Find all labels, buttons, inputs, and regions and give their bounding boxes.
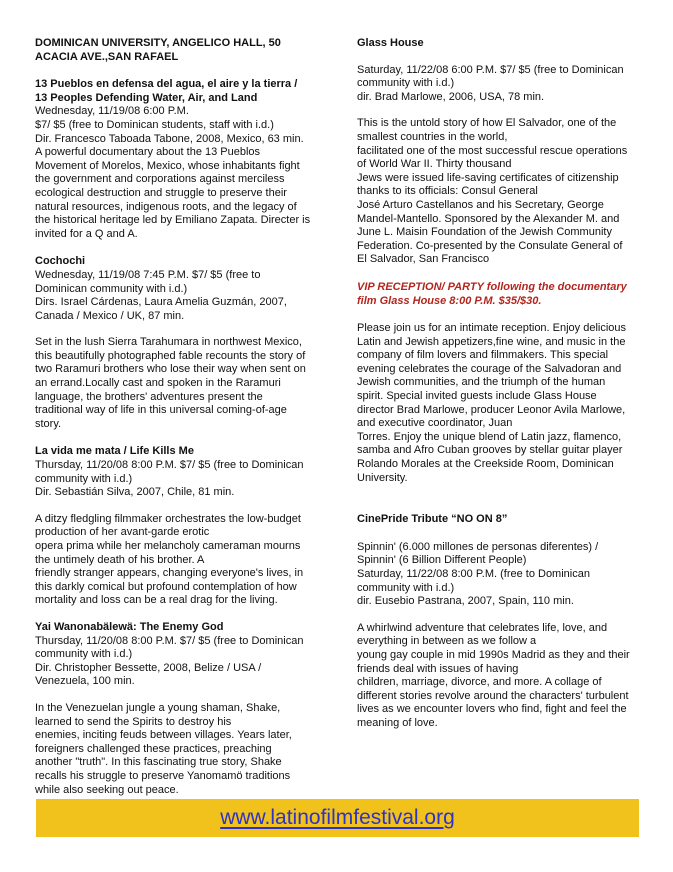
film-title: 13 Pueblos en defensa del agua, el aire y la tierra / 13 Peoples Defending Water, Air, and Land — [35, 78, 298, 104]
film-enemy-god: Yai Wanonabälewä: The Enemy God Thursday, 11/20/08 8:00 P.M. $7/ $5 (free to Dominican community with i.d.) Dir. Christopher Bessette, 2008, Belize / USA / Venezuela, 100 min. In the Venezuelan jungle a young shaman, Shake, learned to send the Spirits to destroy his enemies, inciting feuds between villages. Years later, foreigners challenged these practices, preaching another "truth". In this fascinating true story, Shake recalls his struggle to preserve Yanomamö traditions while also seeking out peace. — [35, 621, 325, 797]
film-title: Spinnin' (6.000 millones de personas diferentes) / — [357, 540, 599, 553]
film-description: A whirlwind adventure that celebrates life, love, and everything in between as we follow a young gay couple in mid 1990s Madrid as they and their friends deal with issues of having children, marriage, divorce, and more. A collage of different stories revolve around the characters' turbulent lives as we encounter lovers who find, fight and feel the meaning of love. — [357, 621, 630, 729]
website-banner — [36, 799, 639, 837]
venue-heading: DOMINICAN UNIVERSITY, ANGELICO HALL, 50 ACACIA AVE.,SAN RAFAEL — [35, 37, 281, 63]
film-description: A ditzy fledgling filmmaker orchestrates the low-budget production of her avant-garde erotic opera prima while her melancholy cameraman mourns the untimely death of his brother. A friendly stranger appears, changing everyone's lives, in this darkly comical but profound contemplation of how mortality and loss can be a real drag for the living. — [35, 512, 304, 607]
film-director: Dirs. Israel Cárdenas, Laura Amelia Guzmán, 2007, — [35, 296, 287, 309]
film-description: In the Venezuelan jungle a young shaman, Shake, learned to send the Spirits to destroy his enemies, inciting feuds between villages. Years later, foreigners challenged these practices, preaching another "truth". In this fascinating true story, Shake recalls his struggle to preserve Yanomamö traditions while also seeking out peace. — [35, 701, 292, 796]
cinepride-tribute-heading: CinePride Tribute “NO ON 8” — [357, 513, 508, 526]
film-showtime: Thursday, 11/20/08 8:00 P.M. $7/ $5 (free to Dominican — [35, 634, 304, 647]
film-glass-house: Glass House Saturday, 11/22/08 6:00 P.M. $7/ $5 (free to Dominican community with i.d.) dir. Brad Marlowe, 2006, USA, 78 min. This is the untold story of how El Salvador, one of the smallest countries in the world, facilitated one of the most successful rescue operations of World War II. Thirty thousand Jews were issued life-saving certificates of citizenship thanks to its officials: Consul General José Arturo Castellanos and his Secretary, George Mandel-Mantello. Sponsored by the Alexander M. and June L. Maisin Foundation of the Jewish Community Federation. Co-presented by the Consulate General of El Salvador, San Francisco — [357, 37, 647, 267]
film-showtime: Wednesday, 11/19/08 6:00 P.M. — [35, 105, 189, 118]
film-description: Set in the lush Sierra Tarahumara in northwest Mexico, this beautifully photographed fable recounts the story of two Raramuri brothers who lose their way when sent on an errand.Locally cast and spoken in the Raramuri language, the brothers' adventures present the traditional way of life in this universal coming-of-age story. — [35, 336, 306, 430]
film-showtime: Saturday, 11/22/08 8:00 P.M. (free to Dominican — [357, 568, 590, 580]
film-13-pueblos — [35, 78, 325, 241]
film-cochochi: Cochochi Wednesday, 11/19/08 7:45 P.M. $7/ $5 (free to Dominican community with i.d.) Dirs. Israel Cárdenas, Laura Amelia Guzmán, 2007, Canada / Mexico / UK, 87 min. Set in the lush Sierra Tarahumara in northwest Mexico, this beautifully photographed fable recounts the story of two Raramuri brothers who lose their way when sent on an errand.Locally cast and spoken in the Raramuri language, the brothers' adventures present the traditional way of life in this universal coming-of-age story. — [35, 255, 325, 431]
film-price: $7/ $5 (free to Dominican students, staff with i.d.) — [35, 118, 274, 131]
festival-website-link[interactable]: www.latinofilmfestival.org — [220, 806, 455, 829]
film-la-vida-me-mata: La vida me mata / Life Kills Me Thursday, 11/20/08 8:00 P.M. $7/ $5 (free to Dominican community with i.d.) Dir. Sebastián Silva, 2007, Chile, 81 min. A ditzy fledgling filmmaker orchestrates the low-budget production of her avant-garde erotic opera prima while her melancholy cameraman mourns the untimely death of his brother. A friendly stranger appears, changing everyone's lives, in this darkly comical but profound contemplation of how mortality and loss can be a real drag for the living. — [35, 445, 325, 608]
film-title: La vida me mata / Life Kills Me — [35, 445, 194, 458]
film-director: Dir. Christopher Bessette, 2008, Belize / USA / — [35, 661, 262, 674]
film-title: Cochochi — [35, 255, 86, 268]
reception-description: Please join us for an intimate reception. Enjoy delicious Latin and Jewish appetizers,fine wine, and music in the company of film lovers and filmmakers. This special evening celebrates the courage of the Salvadoran and Jewish communities, and the triumph of the human spirit. Special invited guests include Glass House director Brad Marlowe, producer Leonor Avila Marlowe, and executive coordinator, Juan Torres. Enjoy the unique blend of Latin jazz, flamenco, samba and Afro Cuban grooves by stellar guitar player Rolando Morales at the Creekside Room, Dominican University. — [357, 322, 627, 484]
film-title: Yai Wanonabälewä: The Enemy God — [35, 620, 224, 633]
film-showtime: Wednesday, 11/19/08 7:45 P.M. $7/ $5 (free to — [35, 268, 261, 281]
right-column — [357, 37, 647, 731]
film-showtime: Thursday, 11/20/08 8:00 P.M. $7/ $5 (free to Dominican — [35, 459, 304, 472]
film-spinnin: Spinnin' (6.000 millones de personas diferentes) / Spinnin' (6 Billion Different People) Saturday, 11/22/08 8:00 P.M. (free to Dominican community with i.d.) dir. Eusebio Pastrana, 2007, Spain, 110 min. A whirlwind adventure that celebrates life, love, and everything in between as we follow a young gay couple in mid 1990s Madrid as they and their friends deal with issues of having children, marriage, divorce, and more. A collage of different stories revolve around the characters' turbulent lives as we encounter lovers who find, fight and feel the meaning of love. — [357, 541, 647, 731]
film-director: Dir. Sebastián Silva, 2007, Chile, 81 min. — [35, 486, 235, 499]
film-title: Glass House — [357, 37, 424, 49]
film-description: A powerful documentary about the 13 Pueblos Movement of Morelos, Mexico, whose inhabitants fight the government and corporations against merciless ecological destruction and struggle to preserve their natural resources, indigenous roots, and the legacy of the historical heritage led by Emiliano Zapata. Directer is invited for a Q and A. — [35, 146, 311, 240]
vip-reception-heading: VIP RECEPTION/ PARTY following the documentary film Glass House 8:00 P.M. $35/$30. — [357, 280, 627, 307]
film-description: This is the untold story of how El Salvador, one of the smallest countries in the world, facilitated one of the most successful rescue operations of World War II. Thirty thousand Jews were issued life-saving certificates of citizenship thanks to its officials: Consul General José Arturo Castellanos and his Secretary, George Mandel-Mantello. Sponsored by the Alexander M. and June L. Maisin Foundation of the Jewish Community Federation. Co-presented by the Consulate General of El Salvador, San Francisco — [357, 117, 628, 266]
left-column — [35, 37, 325, 797]
film-director: dir. Eusebio Pastrana, 2007, Spain, 110 min. — [357, 595, 574, 608]
film-director: dir. Brad Marlowe, 2006, USA, 78 min. — [357, 90, 545, 103]
film-director: Dir. Francesco Taboada Tabone, 2008, Mexico, 63 min. — [35, 132, 304, 145]
film-showtime: Saturday, 11/22/08 6:00 P.M. $7/ $5 (free to Dominican — [357, 63, 624, 76]
